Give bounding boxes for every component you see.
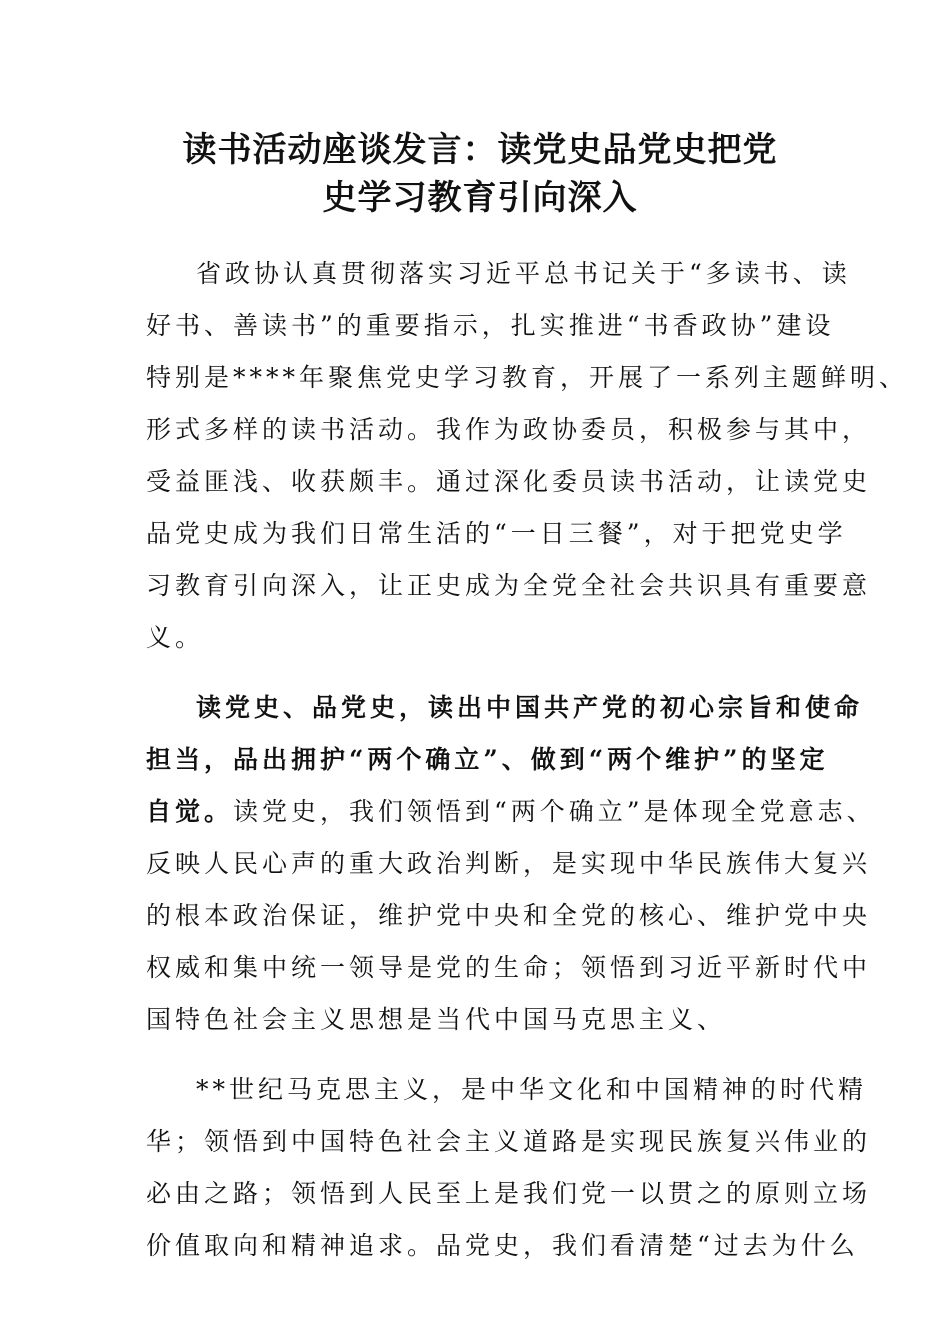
paragraph-line: 的根本政治保证，维护党中央和全党的核心、维护党中央 [146,901,872,930]
paragraph-1 [146,248,909,664]
paragraph-line: 习教育引向深入，让正史成为全党全社会共识具有重要意 [146,571,872,600]
paragraph-line: 品党史成为我们日常生活的“一日三餐”，对于把党史学 [146,519,847,548]
paragraph-line: 义。 [146,623,205,652]
paragraph-2 [146,682,876,1046]
paragraph-line: 权威和集中统一领导是党的生命；领悟到习近平新时代中 [146,953,872,982]
paragraph-line: 好书、善读书”的重要指示，扎实推进“书香政协”建设 [146,311,835,340]
paragraph-line: 受益匪浅、收获颇丰。通过深化委员读书活动，让读党史 [146,467,872,496]
paragraph-line: 华；领悟到中国特色社会主义道路是实现民族复兴伟业的 [146,1127,872,1156]
paragraph-line: 价值取向和精神追求。品党史，我们看清楚“过去为什么 [146,1231,859,1260]
paragraph-gap [146,664,806,682]
bold-heading-tail: 自觉。 [146,797,234,826]
paragraph-line: 特别是****年聚焦党史学习教育，开展了一系列主题鲜明、 [146,363,909,392]
paragraph-line: 国特色社会主义思想是当代中国马克思主义、 [146,1005,727,1034]
paragraph-text: 读党史，我们领悟到“两个确立”是体现全党意志、 [233,797,876,826]
bold-heading-line: 担当，品出拥护“两个确立”、做到“两个维护”的坚定 [146,745,829,774]
paragraph-line: 形式多样的读书活动。我作为政协委员，积极参与其中， [146,415,872,444]
mixed-line [146,786,876,838]
paragraph-line: 反映人民心声的重大政治判断，是实现中华民族伟大复兴 [146,849,872,878]
document-title [140,126,820,222]
paragraph-3 [146,1064,872,1272]
title-line-2: 史学习教育引向深入 [322,178,638,218]
paragraph-line: **世纪马克思主义，是中华文化和中国精神的时代精 [196,1075,868,1104]
document-body [146,248,909,1272]
paragraph-gap [146,1046,806,1064]
paragraph-line: 必由之路；领悟到人民至上是我们党一以贯之的原则立场 [146,1179,872,1208]
paragraph-line: 省政协认真贯彻落实习近平总书记关于“多读书、读 [196,259,851,288]
title-line-1: 读书活动座谈发言：读党史品党史把党 [182,130,778,170]
bold-heading-line: 读党史、品党史，读出中国共产党的初心宗旨和使命 [196,693,864,722]
